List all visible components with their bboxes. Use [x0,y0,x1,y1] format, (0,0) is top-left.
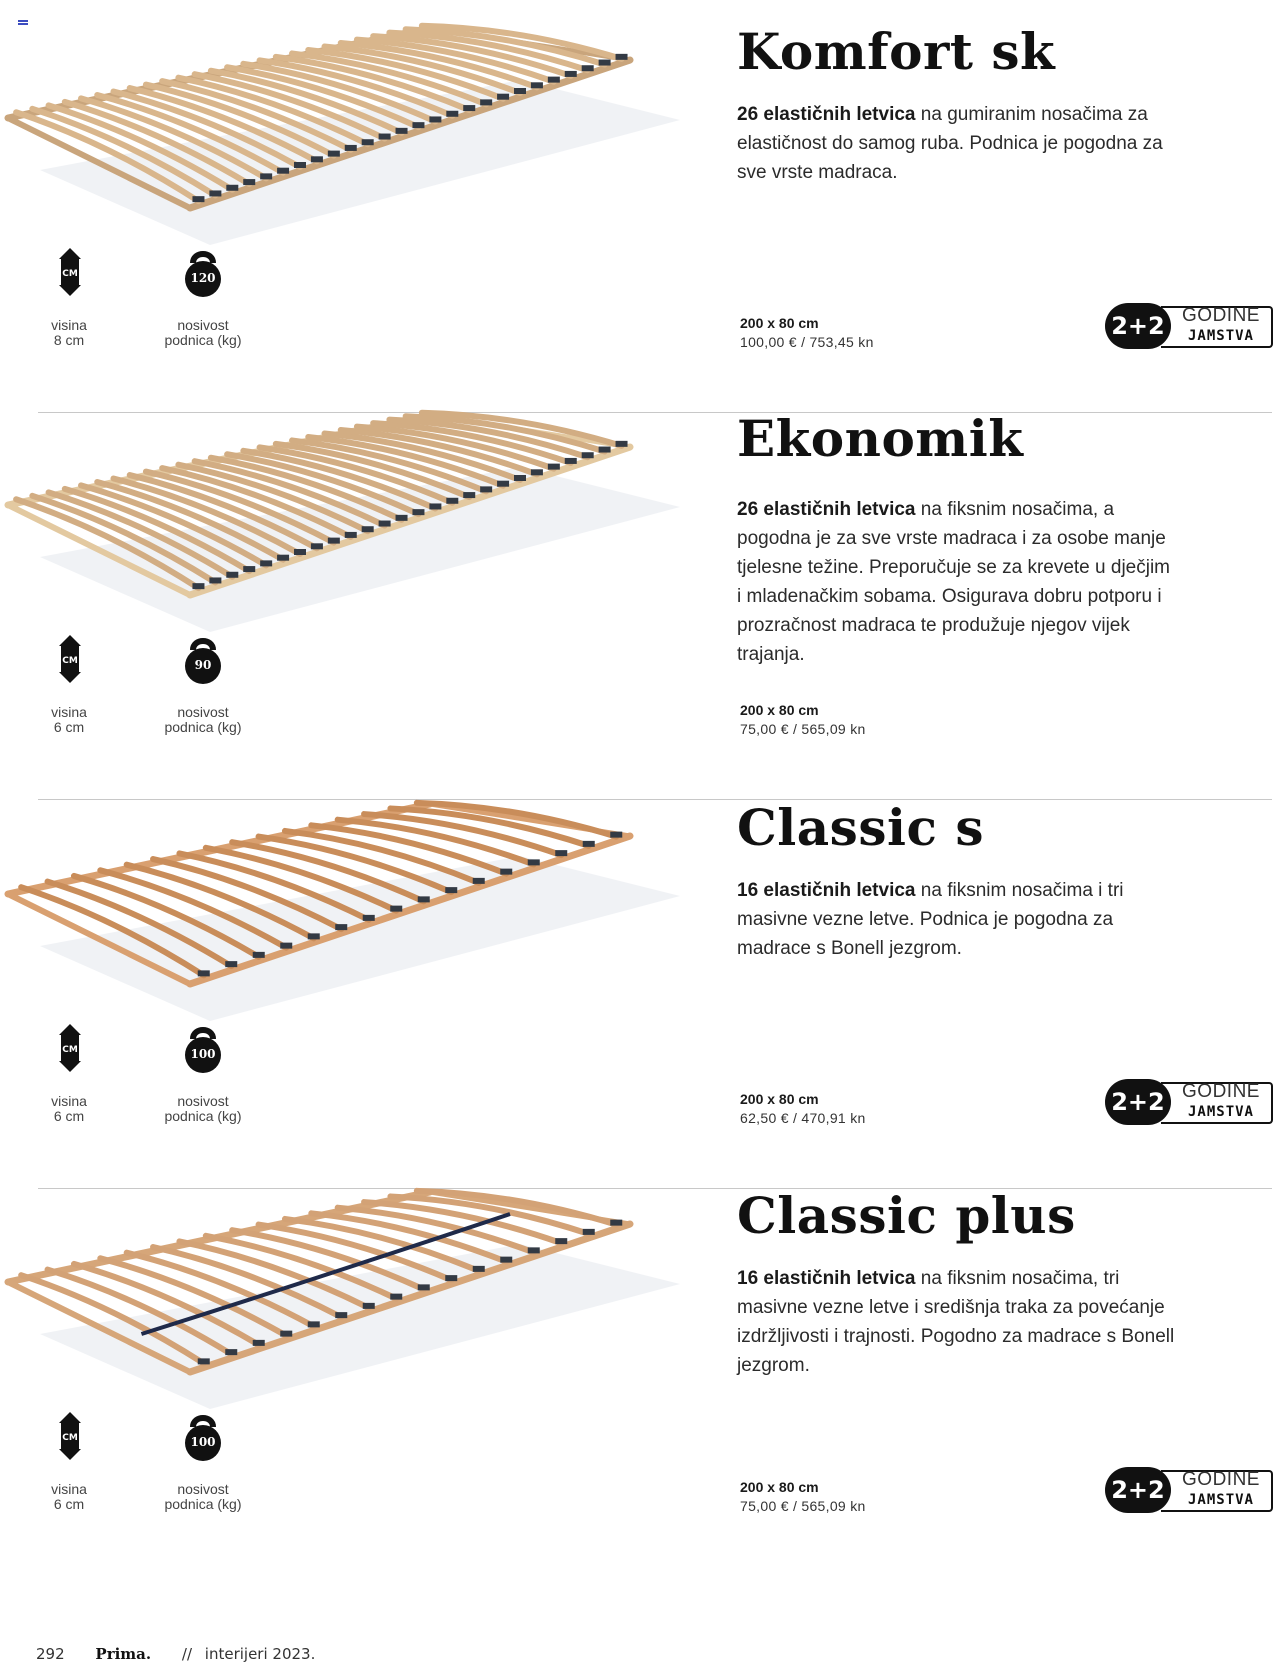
brand-name: Prima. [95,1645,152,1663]
product-section [0,387,1280,800]
height-value: 6 cm [53,1496,85,1512]
description-highlight: 16 elastičnih letvica [737,880,916,901]
height-icon-unit: CM [62,656,78,666]
load-value: 100 [190,1047,216,1061]
warranty-line-2: JAMSTVA [1187,1104,1254,1120]
slatted-frame-image [0,776,680,1026]
warranty-badge [1105,1467,1273,1513]
load-label: nosivost [177,317,229,333]
page-footer [36,1645,341,1663]
height-spec [40,318,98,348]
catalog-name: interijeri 2023. [204,1645,316,1663]
warranty-badge [1105,303,1273,349]
description-highlight: 26 elastičnih letvica [737,499,916,520]
load-unit-label: podnica (kg) [164,1108,242,1124]
warranty-line-1: GODINE [1182,1469,1260,1490]
product-price: 75,00 € / 565,09 kn [740,1498,866,1514]
product-size: 200 x 80 cm [740,315,819,331]
load-label: nosivost [177,1481,229,1497]
product-description [737,876,1177,963]
height-label: visina [51,704,87,720]
warranty-line-1: GODINE [1182,1081,1260,1102]
height-spec [40,1094,98,1124]
description-text: na fiksnim nosačima, tri masivne vezne letve i središnja traka za povećanje izdržljivosti i trajnosti. Pogodno za madrace s Bonell jezgrom. [737,1268,1175,1376]
height-value: 6 cm [53,1108,85,1124]
page-number: 292 [36,1645,65,1663]
load-value: 120 [190,271,216,285]
product-description [737,495,1177,669]
height-spec [40,705,98,735]
slatted-frame-image [0,0,680,250]
load-unit-label: podnica (kg) [164,1496,242,1512]
slatted-frame-image [0,387,680,637]
footer-separator: // [181,1645,193,1663]
height-icon-unit: CM [62,1045,78,1055]
load-value: 90 [194,658,212,672]
warranty-line-2: JAMSTVA [1187,1492,1254,1508]
warranty-years: 2+2 [1105,1079,1171,1125]
height-label: visina [51,1093,87,1109]
load-unit-label: podnica (kg) [164,719,242,735]
description-highlight: 16 elastičnih letvica [737,1268,916,1289]
warranty-years: 2+2 [1105,1467,1171,1513]
height-arrow-icon [55,1412,85,1460]
load-label: nosivost [177,704,229,720]
product-title: Classic s [737,798,984,857]
product-price: 75,00 € / 565,09 kn [740,721,866,737]
weight-kettlebell-icon [181,1411,225,1461]
description-highlight: 26 elastičnih letvica [737,104,916,125]
description-text: na fiksnim nosačima i tri masivne vezne letve. Podnica je pogodna za madrace s Bonell jezgrom. [737,880,1124,959]
load-spec [148,318,258,348]
height-arrow-icon [55,248,85,296]
warranty-line-1: GODINE [1182,305,1260,326]
height-icon-unit: CM [62,1433,78,1443]
product-size: 200 x 80 cm [740,702,819,718]
height-spec [40,1482,98,1512]
load-spec [148,1482,258,1512]
product-title: Ekonomik [737,409,1024,468]
load-spec [148,705,258,735]
warranty-badge [1105,1079,1273,1125]
height-arrow-icon [55,635,85,683]
height-icon-unit: CM [62,269,78,279]
warranty-years: 2+2 [1105,303,1171,349]
product-price: 62,50 € / 470,91 kn [740,1110,866,1126]
height-value: 6 cm [53,719,85,735]
weight-kettlebell-icon [181,634,225,684]
product-section [0,1164,1280,1577]
slatted-frame-image [0,1164,680,1414]
weight-kettlebell-icon [181,1023,225,1073]
product-description [737,100,1177,187]
description-text: na fiksnim nosačima, a pogodna je za sve vrste madraca i za osobe manje tjelesne težine. Preporučuje se za krevete u dječjim i mladenačkim sobama. Osigurava dobru potporu i prozračnost madraca te produžuje njegov vijek trajanja. [737,499,1171,665]
product-title: Komfort sk [737,22,1056,81]
product-size: 200 x 80 cm [740,1479,819,1495]
product-title: Classic plus [737,1186,1076,1245]
description-text: na gumiranim nosačima za elastičnost do samog ruba. Podnica je pogodna za sve vrste madraca. [737,104,1163,183]
load-label: nosivost [177,1093,229,1109]
height-arrow-icon [55,1024,85,1072]
product-section [0,776,1280,1189]
height-label: visina [51,1481,87,1497]
product-section [0,0,1280,413]
height-label: visina [51,317,87,333]
warranty-line-2: JAMSTVA [1187,328,1254,344]
product-price: 100,00 € / 753,45 kn [740,334,874,350]
load-unit-label: podnica (kg) [164,332,242,348]
product-description [737,1264,1177,1380]
load-spec [148,1094,258,1124]
weight-kettlebell-icon [181,247,225,297]
product-size: 200 x 80 cm [740,1091,819,1107]
load-value: 100 [190,1435,216,1449]
height-value: 8 cm [53,332,85,348]
